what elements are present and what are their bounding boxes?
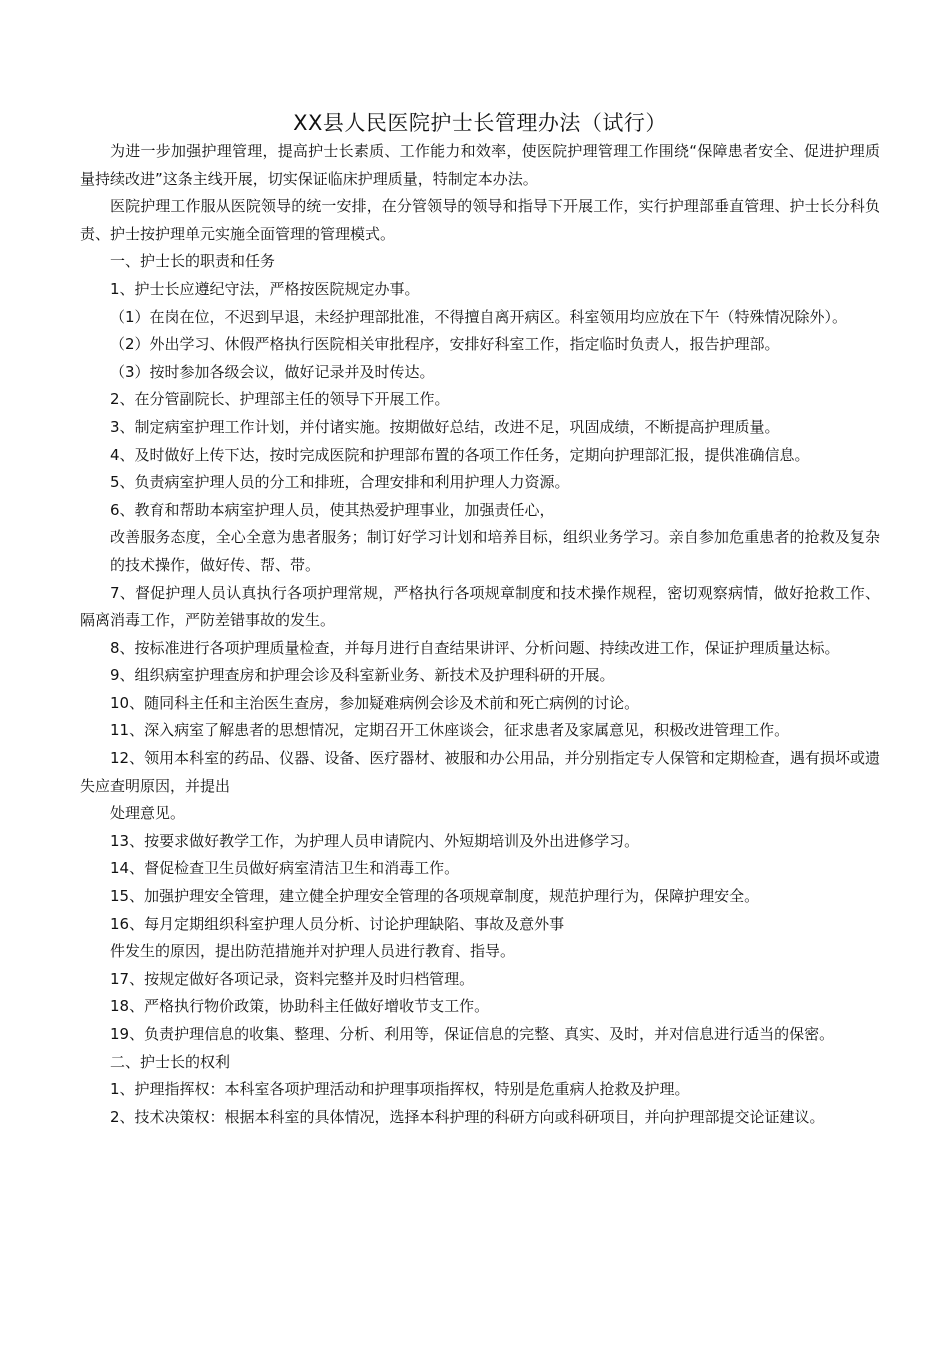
duty-item-13: 13、按要求做好教学工作，为护理人员申请院内、外短期培训及外出进修学习。 (110, 831, 640, 850)
duty-item-6-continued: 改善服务态度，全心全意为患者服务；制订好学习计划和培养目标，组织业务学习。亲自参加危重患者的抢救及复杂的技术操作，做好传、帮、带。 (110, 528, 880, 574)
paragraph-intro: 为进一步加强护理管理，提高护士长素质、工作能力和效率，使医院护理管理工作围绕“保障患者安全、促进护理质量持续改进”这条主线开展，切实保证临床护理质量，特制定本办法。 (80, 142, 880, 188)
duty-subitem-2: （2）外出学习、休假严格执行医院相关审批程序，安排好科室工作，指定临时负责人，报告护理部。 (110, 335, 780, 354)
duty-item-14: 14、督促检查卫生员做好病室清洁卫生和消毒工作。 (110, 859, 460, 878)
duty-item-3: 3、制定病室护理工作计划，并付诸实施。按期做好总结，改进不足，巩固成绩，不断提高护理质量。 (110, 417, 780, 436)
duty-item-16-continued: 件发生的原因，提出防范措施并对护理人员进行教育、指导。 (110, 942, 516, 961)
duty-item-2: 2、在分管副院长、护理部主任的领导下开展工作。 (110, 390, 450, 409)
rights-item-1: 1、护理指挥权：本科室各项护理活动和护理事项指挥权，特别是危重病人抢救及护理。 (110, 1080, 690, 1099)
duty-subitem-3: （3）按时参加各级会议，做好记录并及时传达。 (110, 362, 435, 381)
duty-item-5: 5、负责病室护理人员的分工和排班，合理安排和利用护理人力资源。 (110, 473, 570, 492)
document-page (80, 108, 880, 1131)
paragraph-management-mode: 医院护理工作服从医院领导的统一安排，在分管领导的领导和指导下开展工作，实行护理部垂直管理、护士长分科负责、护士按护理单元实施全面管理的管理模式。 (80, 197, 880, 243)
duty-item-12: 12、领用本科室的药品、仪器、设备、医疗器材、被服和办公用品，并分别指定专人保管和定期检查，遇有损坏或遗失应查明原因，并提出 (80, 749, 880, 795)
duty-item-1: 1、护士长应遵纪守法，严格按医院规定办事。 (110, 279, 420, 298)
duty-item-6: 6、教育和帮助本病室护理人员，使其热爱护理事业，加强责任心， (110, 500, 555, 519)
duty-subitem-1: （1）在岗在位，不迟到早退，未经护理部批准，不得擅自离开病区。科室领用均应放在下午（特殊情况除外）。 (110, 307, 848, 326)
duty-item-9: 9、组织病室护理查房和护理会诊及科室新业务、新技术及护理科研的开展。 (110, 666, 615, 685)
duty-item-4: 4、及时做好上传下达，按时完成医院和护理部布置的各项工作任务，定期向护理部汇报，提供准确信息。 (110, 445, 810, 464)
duty-item-16: 16、每月定期组织科室护理人员分析、讨论护理缺陷、事故及意外事 (110, 914, 565, 933)
duty-item-15: 15、加强护理安全管理，建立健全护理安全管理的各项规章制度，规范护理行为，保障护理安全。 (110, 887, 760, 906)
duty-item-7: 7、督促护理人员认真执行各项护理常规，严格执行各项规章制度和技术操作规程，密切观察病情，做好抢救工作、隔离消毒工作，严防差错事故的发生。 (80, 583, 880, 630)
document-title: XX县人民医院护士长管理办法（试行） (293, 111, 667, 135)
duty-item-17: 17、按规定做好各项记录，资料完整并及时归档管理。 (110, 969, 475, 988)
duty-item-11: 11、深入病室了解患者的思想情况，定期召开工休座谈会，征求患者及家属意见，积极改进管理工作。 (110, 721, 790, 740)
duty-item-19: 19、负责护理信息的收集、整理、分析、利用等，保证信息的完整、真实、及时，并对信息进行适当的保密。 (110, 1025, 835, 1043)
duty-item-10: 10、随同科主任和主治医生查房，参加疑难病例会诊及术前和死亡病例的讨论。 (110, 693, 640, 712)
section-heading-duties: 一、护士长的职责和任务 (110, 252, 276, 271)
duty-item-8: 8、按标准进行各项护理质量检查，并每月进行自查结果讲评、分析问题、持续改进工作，保证护理质量达标。 (110, 638, 840, 657)
duty-item-12-continued: 处理意见。 (110, 804, 186, 823)
section-heading-rights: 二、护士长的权利 (110, 1052, 231, 1071)
duty-item-18: 18、严格执行物价政策，协助科主任做好增收节支工作。 (110, 997, 490, 1016)
rights-item-2: 2、技术决策权：根据本科室的具体情况，选择本科护理的科研方向或科研项目，并向护理部提交论证建议。 (110, 1107, 825, 1126)
